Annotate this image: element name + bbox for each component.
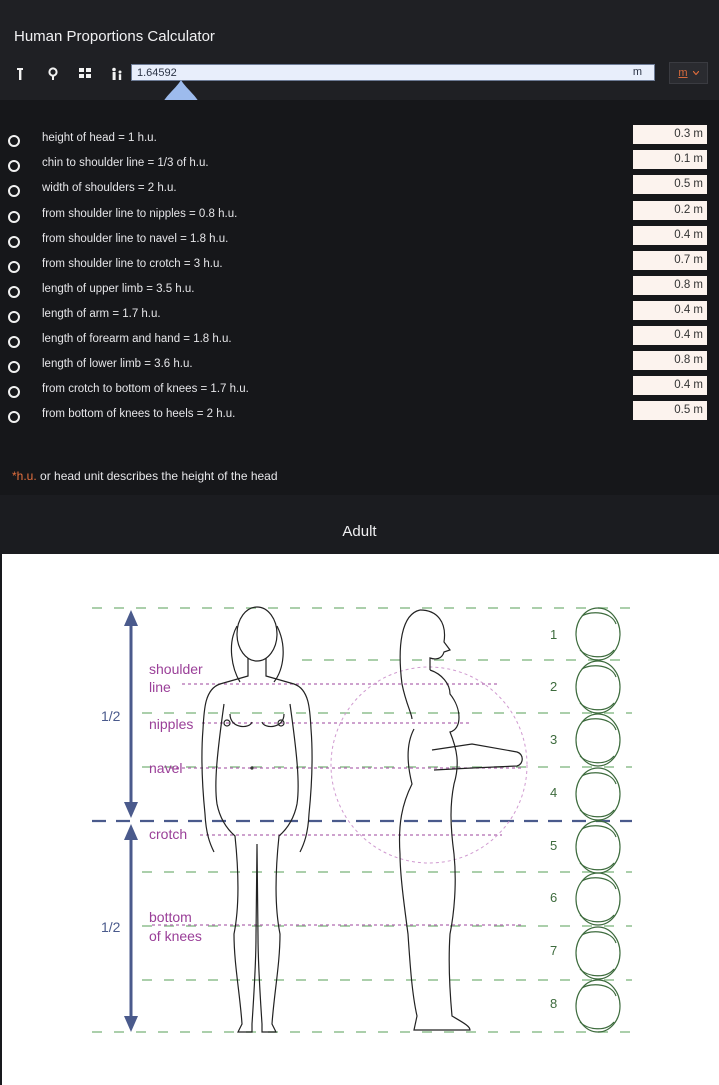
row-label: from crotch to bottom of knees = 1.7 h.u. — [42, 383, 249, 395]
front-navel — [251, 767, 253, 769]
proportion-row[interactable] — [0, 153, 719, 178]
side-body — [400, 670, 471, 1030]
half-top-label: 1/2 — [101, 708, 121, 724]
pin-icon — [47, 67, 59, 81]
unit-suffix: m — [632, 66, 642, 78]
nipples-label: nipples — [149, 716, 194, 732]
row-radio[interactable] — [8, 236, 20, 248]
navel-label: navel — [149, 760, 183, 776]
head-unit-3 — [576, 714, 620, 766]
proportion-row[interactable] — [0, 229, 719, 254]
half-bottom-label: 1/2 — [101, 919, 121, 935]
row-radio[interactable] — [8, 361, 20, 373]
head-number-5: 5 — [550, 838, 558, 853]
row-value: 0.4 m — [633, 226, 707, 245]
footnote-hu: *h.u. — [12, 469, 37, 483]
head-number-8: 8 — [550, 996, 558, 1011]
of-knees-label: of knees — [149, 928, 202, 944]
line-label: line — [149, 679, 171, 695]
height-field[interactable] — [131, 64, 655, 81]
side-arm — [432, 744, 522, 770]
shoulder-label: shoulder — [149, 661, 203, 677]
unit-select-value: m — [678, 67, 688, 79]
row-radio[interactable] — [8, 211, 20, 223]
proportion-row[interactable] — [0, 128, 719, 153]
row-label: from shoulder line to navel = 1.8 h.u. — [42, 233, 229, 245]
row-label: length of lower limb = 3.6 h.u. — [42, 358, 193, 370]
crotch-label: crotch — [149, 826, 188, 842]
pin-tool-button[interactable] — [40, 61, 66, 87]
row-value: 0.4 m — [633, 301, 707, 320]
bottom-arrow-head-up — [124, 824, 138, 840]
figure-header — [0, 495, 719, 554]
row-label: from shoulder line to nipples = 0.8 h.u. — [42, 208, 238, 220]
chevron-down-icon — [693, 71, 699, 75]
unit-select[interactable] — [669, 62, 708, 84]
side-face — [420, 610, 450, 670]
row-value: 0.5 m — [633, 175, 707, 194]
row-label: width of shoulders = 2 h.u. — [42, 182, 177, 194]
figure-canvas — [2, 554, 719, 1085]
proportion-row[interactable] — [0, 354, 719, 379]
row-value: 0.7 m — [633, 251, 707, 270]
head-number-7: 7 — [550, 943, 558, 958]
side-hair — [400, 610, 420, 719]
head-unit-4 — [576, 768, 620, 820]
bottom-arrow-head-down — [124, 1016, 138, 1032]
head-number-2: 2 — [550, 679, 558, 694]
row-value: 0.4 m — [633, 326, 707, 345]
proportion-row[interactable] — [0, 404, 719, 429]
head-unit-1 — [576, 608, 620, 660]
front-head — [237, 607, 277, 661]
height-input[interactable] — [134, 65, 580, 80]
proportion-row[interactable] — [0, 379, 719, 404]
proportions-table — [0, 100, 719, 495]
family-tool-button[interactable] — [104, 61, 130, 87]
row-value: 0.4 m — [633, 376, 707, 395]
row-radio[interactable] — [8, 336, 20, 348]
row-label: from bottom of knees to heels = 2 h.u. — [42, 408, 236, 420]
proportion-row[interactable] — [0, 178, 719, 203]
row-label: from shoulder line to crotch = 3 h.u. — [42, 258, 223, 270]
top-arrow-head-up — [124, 610, 138, 626]
row-radio[interactable] — [8, 386, 20, 398]
arm-reach-circle — [331, 667, 527, 863]
grid-icon — [79, 68, 92, 80]
landmark-lines — [152, 684, 522, 925]
row-label: length of arm = 1.7 h.u. — [42, 308, 161, 320]
row-radio[interactable] — [8, 185, 20, 197]
head-numbers — [550, 627, 557, 1011]
row-label: height of head = 1 h.u. — [42, 132, 157, 144]
head-number-6: 6 — [550, 890, 558, 905]
ruler-tool-button[interactable] — [7, 61, 33, 87]
proportion-row[interactable] — [0, 329, 719, 354]
proportions-figure — [2, 554, 719, 1085]
footnote — [12, 469, 278, 483]
grid-tool-button[interactable] — [72, 61, 98, 87]
top-arrow-head-down — [124, 802, 138, 818]
head-unit-6 — [576, 873, 620, 925]
row-radio[interactable] — [8, 411, 20, 423]
front-right-side — [266, 658, 312, 852]
row-radio[interactable] — [8, 135, 20, 147]
proportion-row[interactable] — [0, 279, 719, 304]
ruler-icon — [14, 67, 26, 81]
row-value: 0.1 m — [633, 150, 707, 169]
row-label: length of upper limb = 3.5 h.u. — [42, 283, 195, 295]
front-chest — [230, 714, 284, 727]
row-value: 0.8 m — [633, 276, 707, 295]
app-header — [0, 0, 719, 100]
row-radio[interactable] — [8, 286, 20, 298]
row-radio[interactable] — [8, 160, 20, 172]
head-number-1: 1 — [550, 627, 558, 642]
family-icon — [110, 67, 124, 81]
row-radio[interactable] — [8, 311, 20, 323]
row-radio[interactable] — [8, 261, 20, 273]
row-value: 0.5 m — [633, 401, 707, 420]
front-hair — [231, 626, 283, 682]
head-unit-2 — [576, 661, 620, 713]
head-unit-7 — [576, 927, 620, 979]
footnote-text: or head unit describes the height of the head — [36, 469, 278, 483]
head-unit-8 — [576, 980, 620, 1032]
row-value: 0.3 m — [633, 125, 707, 144]
front-body — [216, 704, 298, 1032]
figure-title: Adult — [342, 523, 377, 540]
row-value: 0.2 m — [633, 201, 707, 220]
head-number-4: 4 — [550, 785, 558, 800]
front-left-side — [202, 658, 248, 852]
front-figure — [202, 607, 312, 1032]
proportion-row[interactable] — [0, 254, 719, 279]
proportion-row[interactable] — [0, 304, 719, 329]
row-value: 0.8 m — [633, 351, 707, 370]
head-number-3: 3 — [550, 732, 558, 747]
bottom-label: bottom — [149, 909, 192, 925]
row-label: chin to shoulder line = 1/3 of h.u. — [42, 157, 209, 169]
proportion-row[interactable] — [0, 204, 719, 229]
head-unit-5 — [576, 821, 620, 873]
row-label: length of forearm and hand = 1.8 h.u. — [42, 333, 232, 345]
app-title: Human Proportions Calculator — [14, 28, 215, 45]
